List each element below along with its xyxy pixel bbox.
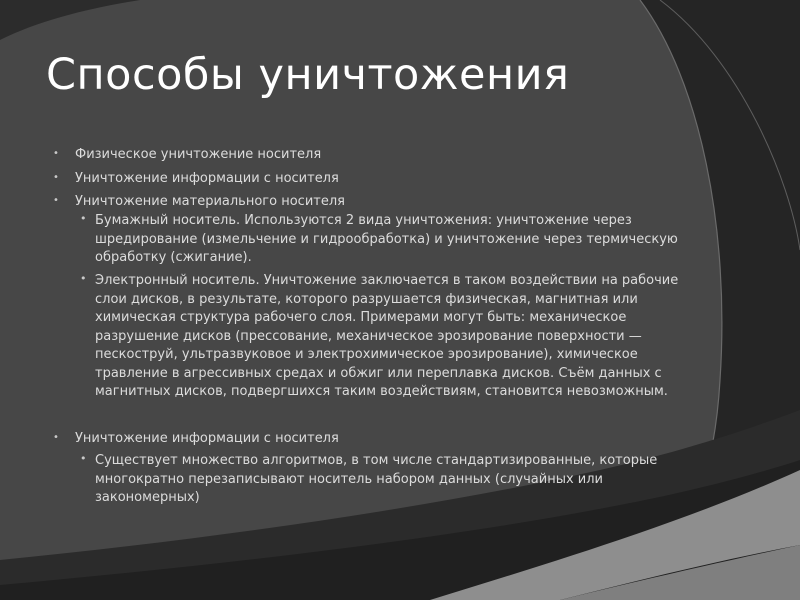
bullet-icon: • <box>80 212 87 225</box>
list-item: Физическое уничтожение носителя <box>75 147 322 162</box>
bullet-icon: • <box>53 148 59 159</box>
list-item: Уничтожение материального носителя <box>75 194 345 209</box>
list-item: Электронный носитель. Уничтожение заключается в таком воздействии на рабочие слои дисков, в результате, которого разрушается физическая, магнитная или химическая структура рабочего слоя. Примерами могут быть: механическое разрушение дисков (прессование, механическое эрозирование поверхности — пескоструй, ультразвуковое и электрохимическое эрозирование), химическое травление в агрессивных средах и обжиг или переплавка дисков. Съём данных с магнитных дисков, подвергшихся таким воздействиям, становится невозможным. <box>95 273 679 399</box>
list-item: Уничтожение информации с носителя <box>75 171 339 186</box>
bullet-icon: • <box>80 272 87 285</box>
list-item: Уничтожение информации с носителя <box>75 431 339 446</box>
bullet-icon: • <box>53 432 59 443</box>
list-item: Существует множество алгоритмов, в том числе стандартизированные, которые многократно перезаписывают носитель набором данных (случайных или закономерных) <box>95 453 658 505</box>
slide-title: Способы уничтожения <box>46 50 570 100</box>
list-item: Бумажный носитель. Используются 2 вида уничтожения: уничтожение через шредирование (измельчение и гидрообработка) и уничтожение через термическую обработку (сжигание). <box>95 213 678 265</box>
bullet-icon: • <box>53 172 59 183</box>
bullet-icon: • <box>53 195 59 206</box>
bullet-icon: • <box>80 452 87 465</box>
